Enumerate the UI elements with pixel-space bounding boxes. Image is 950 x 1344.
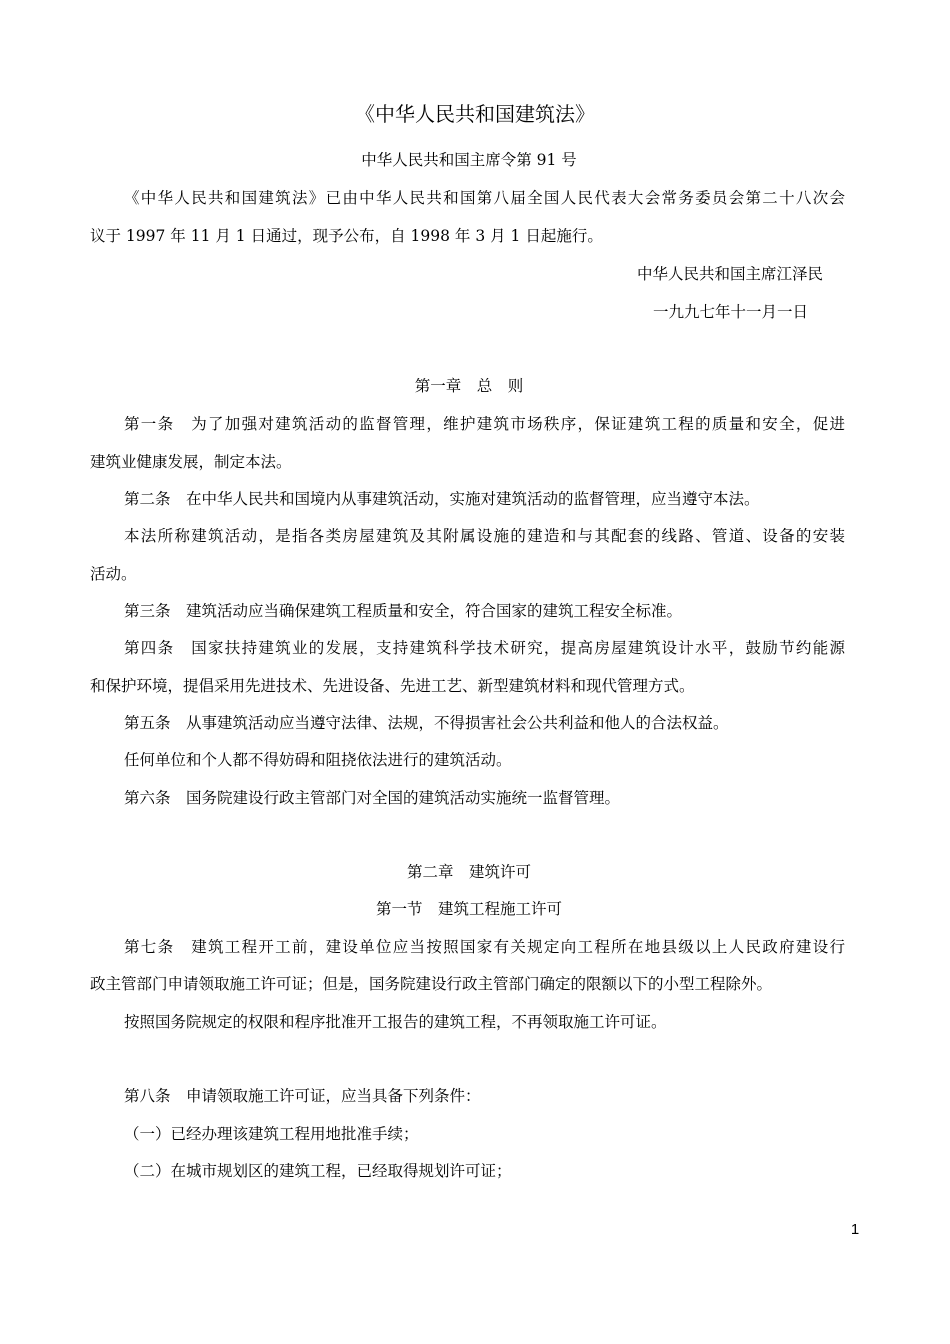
article-8-item-1: （一）已经办理该建筑工程用地批准手续； — [124, 1125, 419, 1143]
article-5: 第五条 从事建筑活动应当遵守法律、法规，不得损害社会公共利益和他人的合法权益。 — [124, 714, 729, 732]
article-8-item-2: （二）在城市规划区的建筑工程，已经取得规划许可证； — [124, 1162, 512, 1180]
promulgation-text-line-2: 议于 1997 年 11 月 1 日通过，现予公布，自 1998 年 3 月 1 日起施行。 — [90, 227, 603, 245]
article-8: 第八条 申请领取施工许可证，应当具备下列条件： — [124, 1087, 481, 1105]
signing-date: 一九九七年十一月一日 — [653, 303, 809, 321]
article-4-line-2: 和保护环境，提倡采用先进技术、先进设备、先进工艺、新型建筑材料和现代管理方式。 — [90, 677, 695, 695]
promulgation-text-line-1: 《中华人民共和国建筑法》已由中华人民共和国第八届全国人民代表大会常务委员会第二十八次会 — [124, 189, 845, 207]
article-2: 第二条 在中华人民共和国境内从事建筑活动，实施对建筑活动的监督管理，应当遵守本法。 — [124, 490, 760, 508]
article-2-paragraph-2-line-1: 本法所称建筑活动，是指各类房屋建筑及其附属设施的建造和与其配套的线路、管道、设备的安装 — [124, 527, 845, 545]
chapter-2-heading: 第二章 建筑许可 — [406, 863, 531, 881]
article-4-line-1: 第四条 国家扶持建筑业的发展，支持建筑科学技术研究，提高房屋建筑设计水平，鼓励节约能源 — [124, 639, 845, 657]
article-7-line-1: 第七条 建筑工程开工前，建设单位应当按照国家有关规定向工程所在地县级以上人民政府建设行 — [124, 938, 845, 956]
article-5-paragraph-2: 任何单位和个人都不得妨碍和阻挠依法进行的建筑活动。 — [124, 751, 512, 769]
article-7-paragraph-2: 按照国务院规定的权限和程序批准开工报告的建筑工程，不再领取施工许可证。 — [124, 1013, 667, 1031]
article-1-line-1: 第一条 为了加强对建筑活动的监督管理，维护建筑市场秩序，保证建筑工程的质量和安全，促进 — [124, 415, 845, 433]
signature: 中华人民共和国主席江泽民 — [637, 265, 824, 283]
article-1-line-2: 建筑业健康发展，制定本法。 — [90, 453, 292, 471]
section-1-heading: 第一节 建筑工程施工许可 — [375, 900, 562, 918]
chapter-1-heading: 第一章 总 则 — [414, 377, 524, 395]
document-title: 《中华人民共和国建筑法》 — [355, 102, 595, 126]
presidential-decree-number: 中华人民共和国主席令第 91 号 — [361, 151, 577, 169]
page-number: 1 — [850, 1221, 860, 1238]
article-6: 第六条 国务院建设行政主管部门对全国的建筑活动实施统一监督管理。 — [124, 789, 621, 807]
article-3: 第三条 建筑活动应当确保建筑工程质量和安全，符合国家的建筑工程安全标准。 — [124, 602, 683, 620]
article-2-paragraph-2-line-2: 活动。 — [90, 565, 137, 583]
article-7-line-2: 政主管部门申请领取施工许可证；但是，国务院建设行政主管部门确定的限额以下的小型工程除外。 — [90, 975, 773, 993]
